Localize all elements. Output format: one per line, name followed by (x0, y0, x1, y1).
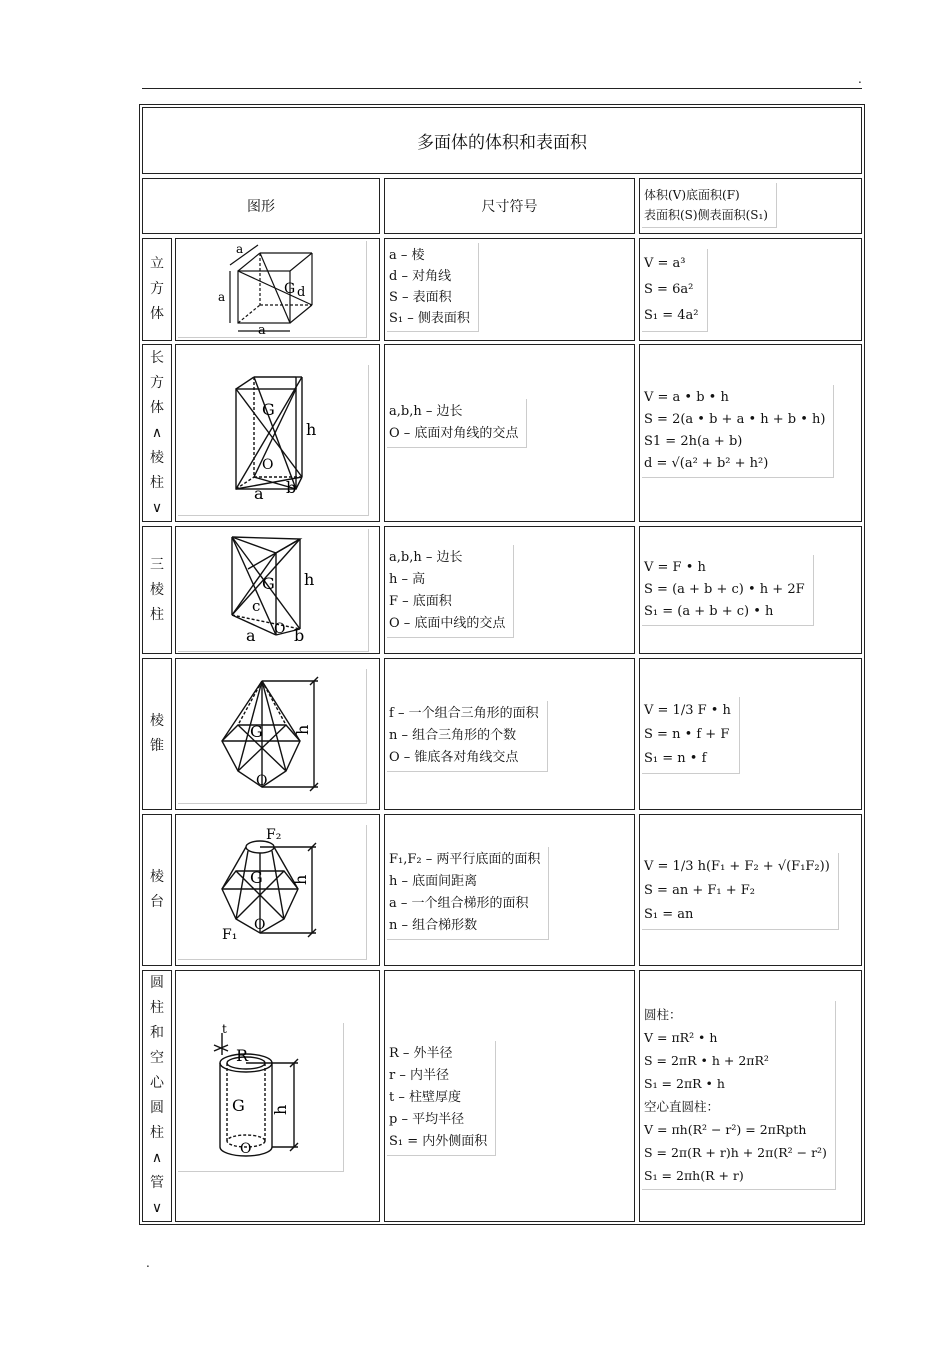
symbol-item: n – 组合梯形数 (389, 918, 478, 933)
fig-label: h (291, 874, 310, 885)
symbols-cell-cylinder (384, 970, 635, 1222)
symbols-list-cube (387, 243, 479, 332)
formula-list-cylinder (642, 1001, 836, 1190)
fig-label: F₂ (266, 827, 282, 843)
formula-list-prism (642, 555, 814, 626)
header-symbols: 尺寸符号 (384, 178, 635, 234)
fig-label: G (284, 281, 296, 297)
figure-cell-frustum (175, 814, 380, 966)
formula-item: S = 2π(R + r)h + 2π(R² − r²) (644, 1145, 827, 1160)
header-rule (142, 88, 862, 89)
symbol-item: a – 一个组合梯形的面积 (389, 896, 529, 911)
symbol-item: d – 对角线 (389, 269, 452, 284)
row-name-char: 空 (150, 1050, 164, 1066)
symbol-item: O – 锥底各对角线交点 (389, 750, 519, 765)
fig-label: a (218, 290, 226, 304)
symbols-cell-frustum (384, 814, 635, 966)
row-name-char: ∧ (151, 424, 163, 441)
row-name-char: 立 (150, 256, 164, 272)
row-name-char: 体 (150, 399, 164, 416)
symbol-item: f – 一个组合三角形的面积 (389, 706, 539, 721)
pyramid-figure (178, 669, 367, 804)
formula-item: V = πh(R² − r²) = 2πRpth (644, 1122, 807, 1137)
symbol-item: h – 底面间距离 (389, 874, 478, 889)
fig-label: O (274, 621, 286, 637)
header-figure: 图形 (142, 178, 380, 234)
symbol-item: S₁ = 内外侧面积 (389, 1134, 488, 1149)
formula-item: S = an + F₁ + F₂ (644, 883, 755, 898)
row-name-char: 棱 (150, 581, 164, 598)
header-formula-line1: 体积(V)底面积(F) (644, 188, 740, 202)
fig-label: b (294, 626, 305, 645)
row-name-char: 圆 (150, 1100, 164, 1116)
symbol-item: p – 平均半径 (389, 1112, 465, 1127)
formula-cell-prism (639, 526, 862, 654)
figure-cell-pyramid (175, 658, 380, 810)
row-name-cylinder (142, 970, 172, 1222)
symbols-list-cylinder (387, 1041, 496, 1156)
row-name-char: ∨ (151, 499, 163, 516)
page-corner-dot: . (858, 72, 862, 86)
figure-cell-prism (175, 526, 380, 654)
fig-label: a (246, 626, 256, 645)
row-name-prism (142, 526, 172, 654)
cuboid-figure (178, 365, 369, 516)
formula-item: S = 2(a • b + a • h + b • h) (644, 412, 826, 427)
symbol-item: r – 内半径 (389, 1068, 449, 1083)
figure-cell-cube (175, 238, 380, 341)
row-name-char: 柱 (150, 606, 164, 623)
row-name-char: 体 (150, 306, 164, 322)
formula-list-cuboid (642, 385, 834, 478)
symbol-item: h – 高 (389, 572, 426, 587)
formula-item: S₁ = 2πR • h (644, 1076, 725, 1091)
symbols-list-prism (387, 545, 514, 638)
fig-label: G (250, 722, 263, 741)
cube-figure (178, 241, 367, 338)
cylinder-figure (178, 1023, 344, 1172)
formula-list-frustum (642, 853, 839, 930)
row-name-char: 圆 (150, 975, 164, 991)
row-name-char: 方 (150, 374, 164, 391)
formula-item: S₁ = 4a² (644, 308, 699, 323)
row-name-char: 柱 (150, 1125, 164, 1141)
formula-list-pyramid (642, 697, 740, 774)
formula-item: S1 = 2h(a + b) (644, 434, 743, 449)
formula-item: S = (a + b + c) • h + 2F (644, 582, 805, 597)
symbol-item: O – 底面中线的交点 (389, 616, 506, 631)
figure-cell-cuboid (175, 344, 380, 522)
fig-label: R (236, 1046, 249, 1065)
formula-cell-cylinder (639, 970, 862, 1222)
formula-item: V = a • b • h (644, 390, 729, 405)
row-name-char: 管 (150, 1175, 164, 1191)
row-name-char: ∧ (151, 1150, 163, 1166)
symbols-cell-prism (384, 526, 635, 654)
formula-item: S = 2πR • h + 2πR² (644, 1053, 769, 1068)
fig-label: a (254, 484, 264, 503)
row-name-char: 和 (150, 1025, 164, 1041)
formula-item: V = 1/3 h(F₁ + F₂ + √(F₁F₂)) (644, 859, 830, 874)
table-title: 多面体的体积和表面积 (142, 107, 862, 174)
symbols-list-frustum (387, 847, 549, 940)
symbol-item: a,b,h – 边长 (389, 550, 463, 565)
symbols-cell-pyramid (384, 658, 635, 810)
formula-cell-cube (639, 238, 862, 341)
fig-label: G (262, 574, 275, 593)
symbol-item: O – 底面对角线的交点 (389, 426, 519, 441)
fig-label: G (250, 868, 263, 887)
formula-item: V = F • h (644, 560, 706, 575)
row-name-char: 长 (150, 349, 164, 366)
row-name-pyramid (142, 658, 172, 810)
symbol-item: F₁,F₂ – 两平行底面的面积 (389, 852, 541, 867)
symbol-item: R – 外半径 (389, 1046, 453, 1061)
header-formula-line2: 表面积(S)侧表面积(S₁) (644, 208, 768, 222)
row-name-char: 心 (150, 1075, 164, 1091)
formula-item: V = πR² • h (644, 1030, 718, 1045)
formula-item: d = √(a² + b² + h²) (644, 456, 769, 471)
row-name-char: 三 (150, 556, 164, 573)
formula-item: S = 6a² (644, 282, 694, 297)
row-name-char: 柱 (150, 1000, 164, 1016)
frustum-figure (178, 825, 367, 960)
formula-item: S₁ = 2πh(R + r) (644, 1168, 744, 1183)
symbol-item: n – 组合三角形的个数 (389, 728, 517, 743)
symbols-list-cuboid (387, 399, 527, 448)
row-name-char: 棱 (150, 713, 164, 729)
fig-label: G (262, 400, 275, 419)
fig-label: F₁ (222, 927, 238, 943)
formula-cell-frustum (639, 814, 862, 966)
header-formulas-box (642, 183, 777, 228)
formula-cell-pyramid (639, 658, 862, 810)
fig-label: O (262, 457, 274, 473)
fig-label: a (236, 242, 244, 256)
symbol-item: a – 棱 (389, 248, 425, 263)
formula-item: V = a³ (644, 256, 686, 271)
formula-item: 空心直圆柱： (644, 1099, 720, 1114)
formula-item: S₁ = (a + b + c) • h (644, 604, 774, 619)
formula-item: S₁ = n • f (644, 751, 707, 766)
fig-label: h (304, 570, 315, 589)
fig-label: b (286, 478, 297, 497)
row-name-char: 锥 (150, 738, 164, 754)
symbol-item: F – 底面积 (389, 594, 452, 609)
formula-item: V = 1/3 F • h (644, 703, 731, 718)
row-name-char: 柱 (150, 474, 164, 491)
row-name-char: 台 (150, 894, 164, 910)
fig-label: h (271, 1104, 290, 1115)
symbol-item: t – 柱壁厚度 (389, 1090, 461, 1105)
row-name-cube (142, 238, 172, 341)
fig-label: O (254, 917, 266, 933)
fig-label: O (256, 773, 268, 789)
symbol-item: S – 表面积 (389, 290, 452, 305)
fig-label: t (222, 1023, 227, 1036)
symbols-cell-cuboid (384, 344, 635, 522)
fig-label: d (297, 285, 306, 300)
header-formulas (639, 178, 862, 234)
formula-cell-cuboid (639, 344, 862, 522)
row-name-frustum (142, 814, 172, 966)
symbol-item: a,b,h – 边长 (389, 404, 463, 419)
symbols-cell-cube (384, 238, 635, 341)
row-name-char: 棱 (150, 449, 164, 466)
fig-label: a (258, 323, 266, 337)
fig-label: h (293, 724, 312, 735)
row-name-char: 棱 (150, 869, 164, 885)
fig-label: G (232, 1096, 245, 1115)
row-name-char: 方 (150, 281, 164, 297)
page-foot-dot: . (146, 1256, 150, 1270)
symbols-list-pyramid (387, 701, 548, 772)
figure-cell-cylinder (175, 970, 380, 1222)
fig-label: O (240, 1141, 252, 1157)
formula-item: 圆柱： (644, 1007, 682, 1022)
fig-label: c (252, 597, 261, 615)
symbol-item: S₁ – 侧表面积 (389, 311, 470, 326)
formula-list-cube (642, 249, 708, 332)
formula-item: S = n • f + F (644, 727, 730, 742)
row-name-cuboid (142, 344, 172, 522)
prism-figure (178, 529, 369, 652)
row-name-char: ∨ (151, 1200, 163, 1216)
formula-item: S₁ = an (644, 907, 694, 922)
fig-label: h (306, 420, 317, 439)
